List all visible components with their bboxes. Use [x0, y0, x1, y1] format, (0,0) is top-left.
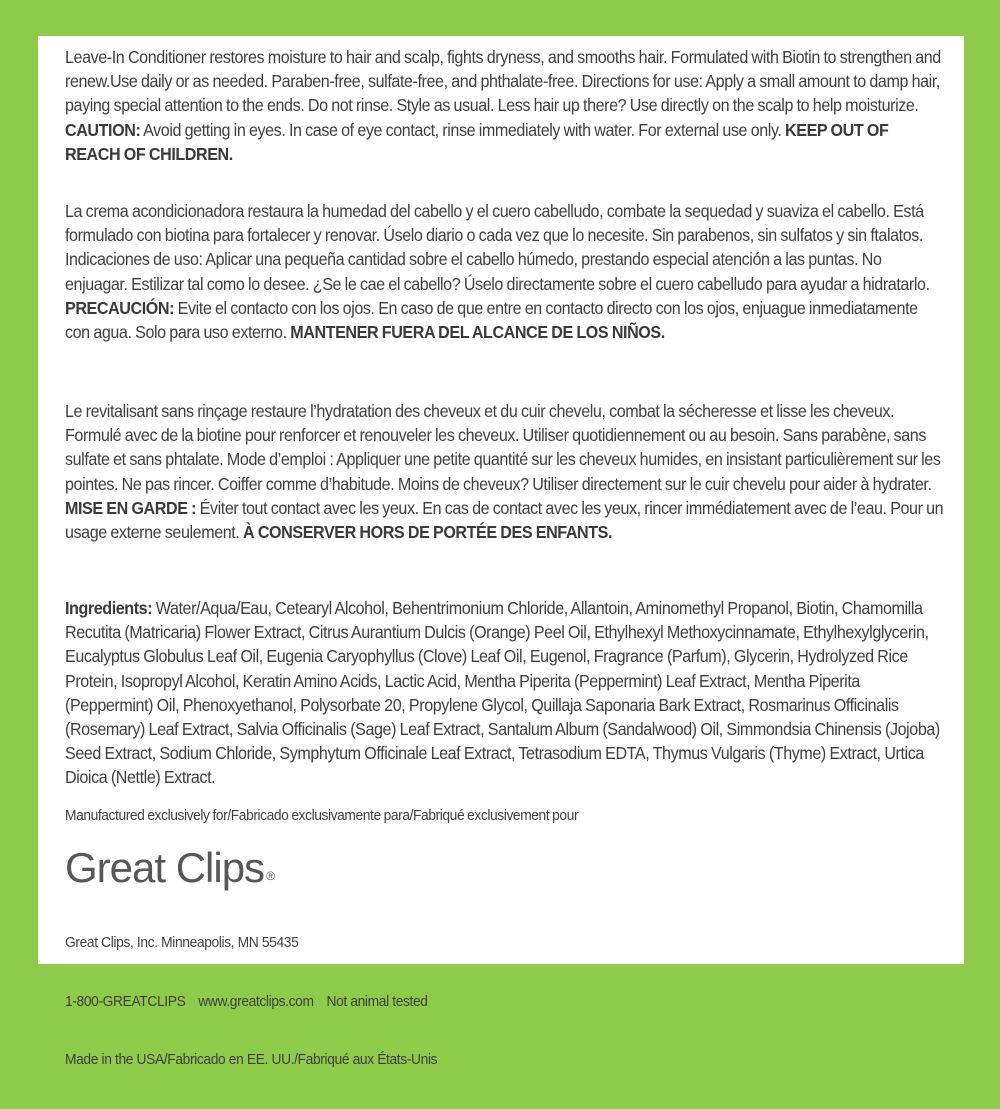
- contact-line: [65, 992, 437, 1012]
- spanish-caution-body: Evite el contacto con los ojos. En caso de que entre en contacto directo con los ojos, enjuague inmediatamente con agua. Solo para uso externo.: [65, 297, 918, 343]
- spanish-paragraph: [65, 199, 945, 344]
- spanish-warning: MANTENER FUERA DEL ALCANCE DE LOS NIÑOS.: [290, 322, 665, 343]
- spanish-body: La crema acondicionadora restaura la humedad del cabello y el cuero cabelludo, combate la sequedad y suaviza el cabello. Está formulado con biotina para fortalecer y renovar. Úselo diario o cada vez que lo necesite. Sin parabenos, sin sulfatos y sin ftalatos. Indicaciones de uso: Aplicar una pequeña cantidad sobre el cabello húmedo, prestando especial atención a las puntas. No enjuagar. Estilizar tal como lo desee. ¿Se le cae el cabello? Úselo directamente sobre el cuero cabelludo para ayudar a hidratarlo.: [65, 201, 930, 294]
- company-address: Great Clips, Inc. Minneapolis, MN 55435: [65, 934, 299, 951]
- ingredients-paragraph: [65, 596, 945, 790]
- ingredients-list: Water/Aqua/Eau, Cetearyl Alcohol, Behentrimonium Chloride, Allantoin, Aminomethyl Propanol, Biotin, Chamomilla Recutita (Matricaria) Flower Extract, Citrus Aurantium Dulcis (Orange) Peel Oil, Ethylhexyl Methoxycinnamate, Ethylhexylglycerin, Eucalyptus Globulus Leaf Oil, Eugenia Caryophyllus (Clove) Leaf Oil, Eugenol, Fragrance (Parfum), Glycerin, Hydrolyzed Rice Protein, Isopropyl Alcohol, Keratin Amino Acids, Lactic Acid, Mentha Piperita (Peppermint) Leaf Extract, Mentha Piperita (Peppermint) Oil, Phenoxyethanol, Polysorbate 20, Propylene Glycol, Quillaja Saponaria Bark Extract, Rosmarinus Officinalis (Rosemary) Leaf Extract, Salvia Officinalis (Sage) Leaf Extract, Santalum Album (Sandalwood) Oil, Simmondsia Chinensis (Jojoba) Seed Extract, Sodium Chloride, Symphytum Officinale Leaf Extract, Tetrasodium EDTA, Thymus Vulgaris (Thyme) Extract, Urtica Dioica (Nettle) Extract.: [65, 598, 940, 788]
- french-paragraph: [65, 399, 945, 544]
- french-body: Le revitalisant sans rinçage restaure l’hydratation des cheveux et du cuir chevelu, combat la sécheresse et lisse les cheveux. Formulé avec de la biotine pour renforcer et renouveler les cheveux. Utiliser quotidiennement ou au besoin. Sans parabène, sans sulfate et sans phtalate. Mode d’emploi : Appliquer une petite quantité sur les cheveux humides, en insistant particulièrement sur les pointes. Ne pas rincer. Coiffer comme d’habitude. Moins de cheveux? Utiliser directement sur le cuir chevelu pour aider à hydrater.: [65, 401, 941, 494]
- english-caution-body: Avoid getting in eyes. In case of eye contact, rinse immediately with water. For external use only.: [140, 119, 786, 140]
- french-caution-label: MISE EN GARDE :: [65, 497, 197, 518]
- registered-mark: ®: [266, 869, 275, 883]
- label-panel: [38, 36, 964, 1068]
- company-info: [65, 894, 437, 1109]
- website-link: www.greatclips.com: [198, 992, 314, 1010]
- animal-testing-claim: Not animal tested: [326, 992, 428, 1010]
- english-warning: KEEP OUT OF REACH OF CHILDREN.: [65, 119, 889, 164]
- spanish-caution-label: PRECAUCIÓN:: [65, 297, 175, 318]
- english-paragraph: [65, 45, 945, 166]
- english-caution-label: CAUTION:: [65, 119, 141, 140]
- logo-text: Great Clips: [65, 844, 265, 891]
- phone-number: 1-800-GREATCLIPS: [65, 992, 186, 1010]
- french-warning: À CONSERVER HORS DE PORTÉE DES ENFANTS.: [243, 522, 613, 543]
- english-body: Leave-In Conditioner restores moisture to hair and scalp, fights dryness, and smooths hair. Formulated with Biotin to strengthen and renew.Use daily or as needed. Paraben-free, sulfate-free, and phthalate-free. Directions for use: Apply a small amount to damp hair, paying special attention to the ends. Do not rinse. Style as usual. Less hair up there? Use directly on the scalp to help moisturize.: [65, 47, 941, 116]
- great-clips-logo: [65, 844, 275, 892]
- ingredients-label: Ingredients:: [65, 598, 153, 618]
- manufacturer-statement: Manufactured exclusively for/Fabricado exclusivamente para/Fabriqué exclusivement pour: [65, 807, 579, 824]
- country-of-origin: Made in the USA/Fabricado en EE. UU./Fabriqué aux États-Unis: [65, 1051, 438, 1068]
- french-caution-body: Éviter tout contact avec les yeux. En cas de contact avec les yeux, rincer immédiatement avec de l’eau. Pour un usage externe seulement.: [65, 497, 944, 543]
